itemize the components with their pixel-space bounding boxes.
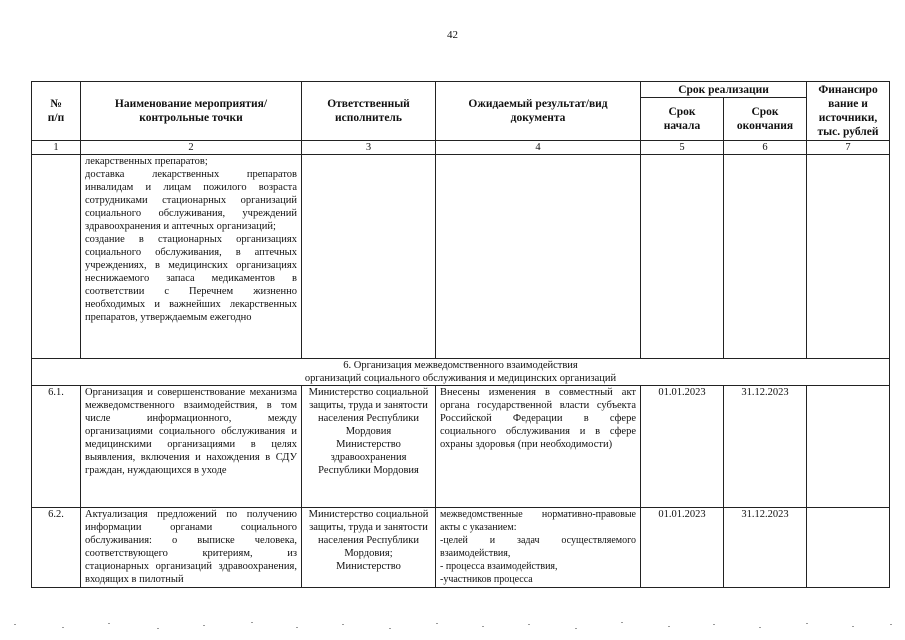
number-cell <box>32 155 81 359</box>
end-cell: 31.12.2023 <box>724 386 807 508</box>
number-cell: 6.2. <box>32 508 81 588</box>
executor-cell: Министерство социальной защиты, труда и занятости населения Республики Мордовия; Министерство <box>302 508 436 588</box>
header-financing: Финансиро вание и источники, тыс. рублей <box>807 82 890 141</box>
financing-cell <box>807 508 890 588</box>
activity-name-cell: Актуализация предложений по получению информации органами социального обслуживания: о выписке человека, соответствующего критериям, из стационарных организаций здравоохранения, входящих в пилотный <box>81 508 302 588</box>
header-term-start: Срок начала <box>641 98 724 141</box>
financing-cell <box>807 386 890 508</box>
financing-cell <box>807 155 890 359</box>
index-cell: 4 <box>436 141 641 155</box>
section-title: 6. Организация межведомственного взаимодействия организаций социального обслуживания и медицинских организаций <box>32 359 890 386</box>
result-cell: межведомственные нормативно-правовые акты с указанием: -целей и задач осуществляемого взаимодействия, - процесса взаимодействия, -участников процесса <box>436 508 641 588</box>
executor-cell: Министерство социальной защиты, труда и занятости населения Республики Мордовия Министерство здравоохранения Республики Мордовия <box>302 386 436 508</box>
scan-dots <box>0 622 905 632</box>
number-cell: 6.1. <box>32 386 81 508</box>
index-cell: 6 <box>724 141 807 155</box>
start-cell: 01.01.2023 <box>641 386 724 508</box>
start-cell <box>641 155 724 359</box>
table-header-row <box>32 82 890 98</box>
header-term: Срок реализации <box>641 82 807 98</box>
activity-name-cell: лекарственных препаратов; доставка лекарственных препаратов инвалидам и лицам пожилого возраста сотрудниками стационарных организаций социального обслуживания, учреждений здравоохранения и аптечных организаций; создание в стационарных организациях социального обслуживания, в аптечных учреждениях, в медицинских организациях неснижаемого запаса медикаментов в соответствии с Перечнем жизненно необходимых и важнейших лекарственных препаратов, утверждаемым ежегодно <box>81 155 302 359</box>
end-cell: 31.12.2023 <box>724 508 807 588</box>
header-expected-result: Ожидаемый результат/вид документа <box>436 82 641 141</box>
header-executor: Ответственный исполнитель <box>302 82 436 141</box>
section-heading-row <box>32 359 890 386</box>
index-cell: 3 <box>302 141 436 155</box>
start-cell: 01.01.2023 <box>641 508 724 588</box>
column-index-row <box>32 141 890 155</box>
executor-cell <box>302 155 436 359</box>
table-row <box>32 386 890 508</box>
index-cell: 2 <box>81 141 302 155</box>
table-row <box>32 155 890 359</box>
index-cell: 5 <box>641 141 724 155</box>
header-number: № п/п <box>32 82 81 141</box>
header-term-end: Срок окончания <box>724 98 807 141</box>
activity-name-cell: Организация и совершенствование механизма межведомственного взаимодействия, в том числе информационного, между организациями социального обслуживания и медицинскими организациями в целях выявления, включения и нахождения в СДУ граждан, нуждающихся в уходе <box>81 386 302 508</box>
result-cell <box>436 155 641 359</box>
plan-table <box>31 81 890 588</box>
header-activity-name: Наименование мероприятия/ контрольные точки <box>81 82 302 141</box>
end-cell <box>724 155 807 359</box>
result-cell: Внесены изменения в совместный акт органа государственной власти субъекта Российской Федерации в сфере социального обслуживания и в сфере охраны здоровья (при необходимости) <box>436 386 641 508</box>
page-number: 42 <box>447 29 458 41</box>
table-row <box>32 508 890 588</box>
index-cell: 1 <box>32 141 81 155</box>
index-cell: 7 <box>807 141 890 155</box>
